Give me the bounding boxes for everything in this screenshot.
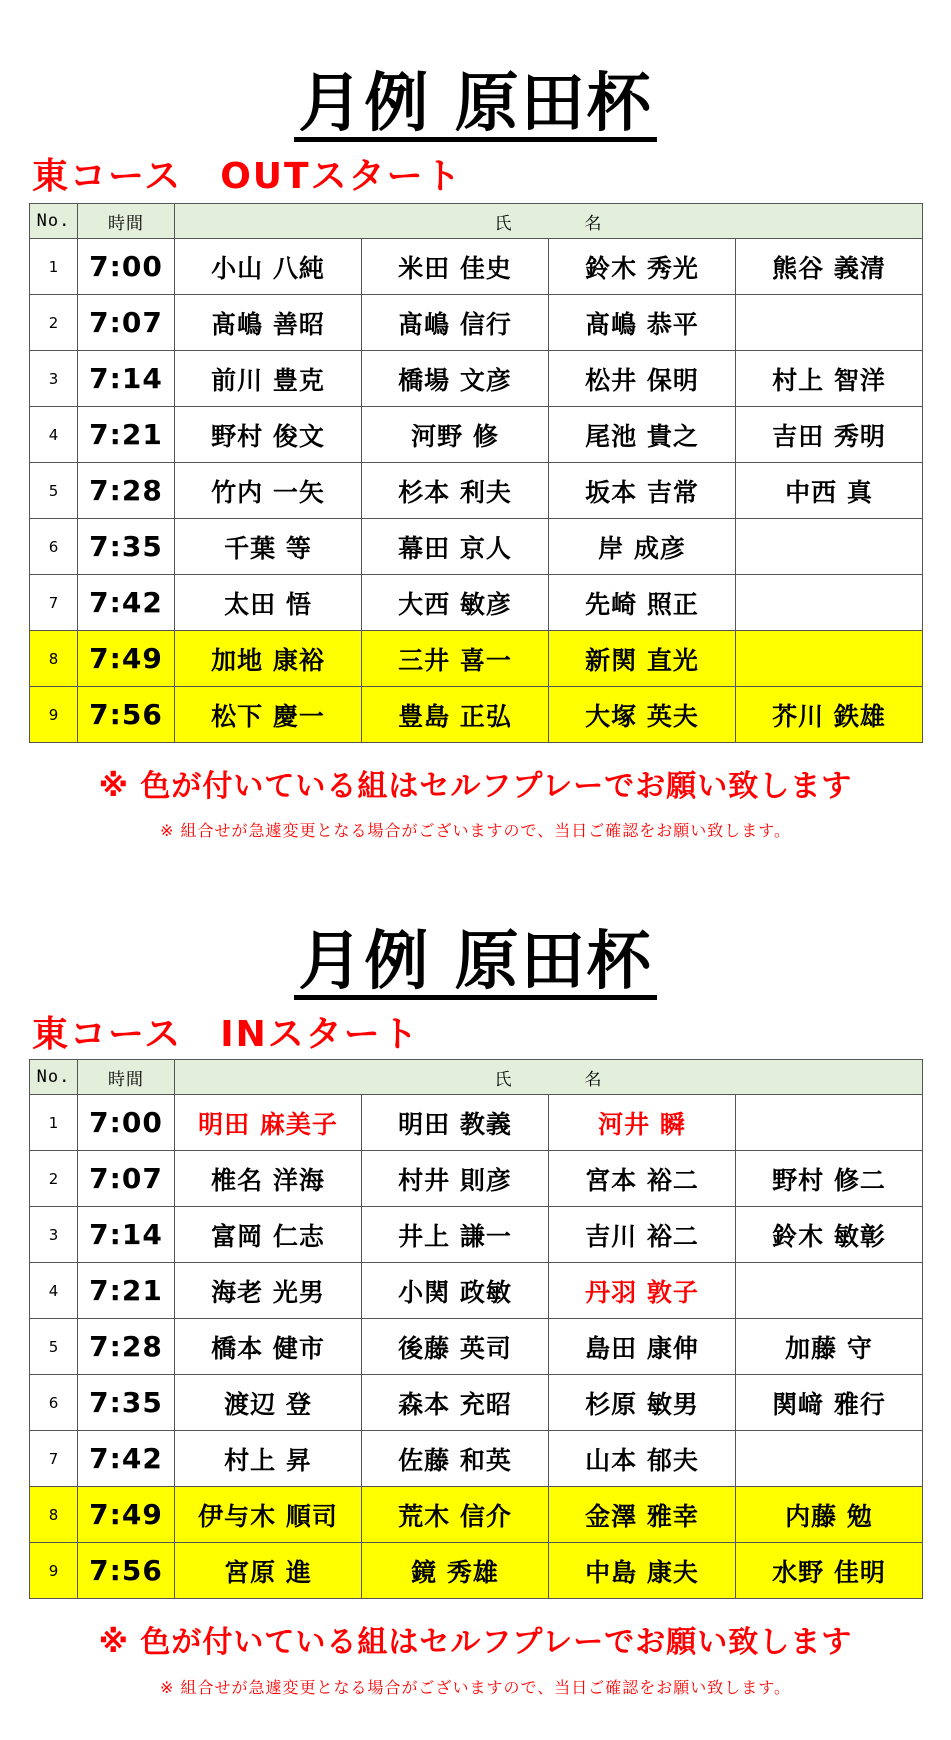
tee-time: 7:28 [78, 463, 175, 519]
player-name: 水野 佳明 [736, 1543, 923, 1599]
group-number: 9 [30, 687, 78, 743]
group-number: 3 [30, 1207, 78, 1263]
tee-time: 7:21 [78, 1263, 175, 1319]
tee-time: 7:35 [78, 1375, 175, 1431]
player-name: 金澤 雅幸 [549, 1487, 736, 1543]
group-number: 1 [30, 239, 78, 295]
tee-time: 7:21 [78, 407, 175, 463]
player-name: 鈴木 秀光 [549, 239, 736, 295]
table-row [30, 1263, 923, 1319]
player-name: 橋場 文彦 [362, 351, 549, 407]
player-name: 熊谷 義清 [736, 239, 923, 295]
player-name: 髙嶋 信行 [362, 295, 549, 351]
player-name: 佐藤 和英 [362, 1431, 549, 1487]
group-number: 3 [30, 351, 78, 407]
player-name: 村井 則彦 [362, 1151, 549, 1207]
player-name: 山本 郁夫 [549, 1431, 736, 1487]
player-name: 鏡 秀雄 [362, 1543, 549, 1599]
player-name: 幕田 京人 [362, 519, 549, 575]
player-name: 明田 麻美子 [175, 1095, 362, 1151]
table-row [30, 1207, 923, 1263]
group-number: 5 [30, 1319, 78, 1375]
tee-time: 7:14 [78, 1207, 175, 1263]
player-name: 明田 教義 [362, 1095, 549, 1151]
tee-time: 7:35 [78, 519, 175, 575]
player-name: 野村 俊文 [175, 407, 362, 463]
player-name: 伊与木 順司 [175, 1487, 362, 1543]
course-heading: 東コース OUTスタート [32, 156, 463, 197]
table-row [30, 687, 923, 743]
table-row [30, 407, 923, 463]
table-header [30, 204, 923, 239]
group-number: 8 [30, 631, 78, 687]
player-name: 渡辺 登 [175, 1375, 362, 1431]
player-name: 宮原 進 [175, 1543, 362, 1599]
group-number: 6 [30, 1375, 78, 1431]
player-name: 豊島 正弘 [362, 687, 549, 743]
tee-time: 7:56 [78, 1543, 175, 1599]
tee-time-table [29, 1059, 923, 1599]
player-name: 太田 悟 [175, 575, 362, 631]
player-name: 富岡 仁志 [175, 1207, 362, 1263]
player-name: 前川 豊克 [175, 351, 362, 407]
player-name: 竹内 一矢 [175, 463, 362, 519]
group-number: 7 [30, 1431, 78, 1487]
group-number: 7 [30, 575, 78, 631]
header-time: 時間 [78, 204, 175, 239]
header-no: No. [30, 1060, 78, 1095]
tee-time: 7:56 [78, 687, 175, 743]
player-name [736, 1263, 923, 1319]
page-title: 月例 原田杯 [0, 66, 951, 142]
player-name [736, 631, 923, 687]
self-play-notice: ※ 色が付いている組はセルフプレーでお願い致します [98, 1625, 853, 1660]
player-name [736, 295, 923, 351]
table-row [30, 1319, 923, 1375]
player-name: 橋本 健市 [175, 1319, 362, 1375]
player-name: 大塚 英夫 [549, 687, 736, 743]
tee-time: 7:28 [78, 1319, 175, 1375]
header-name: 氏 名 [175, 204, 923, 239]
change-note: ※ 組合せが急遽変更となる場合がございますので、当日ご確認をお願い致します。 [160, 821, 791, 840]
group-number: 2 [30, 1151, 78, 1207]
player-name: 三井 喜一 [362, 631, 549, 687]
player-name: 海老 光男 [175, 1263, 362, 1319]
player-name: 松井 保明 [549, 351, 736, 407]
tee-time: 7:49 [78, 1487, 175, 1543]
table-row [30, 1375, 923, 1431]
tee-time-table [29, 203, 923, 743]
group-number: 2 [30, 295, 78, 351]
table-row [30, 631, 923, 687]
player-name [736, 1431, 923, 1487]
course-heading: 東コース INスタート [32, 1014, 420, 1055]
player-name: 尾池 貴之 [549, 407, 736, 463]
player-name: 大西 敏彦 [362, 575, 549, 631]
player-name: 先崎 照正 [549, 575, 736, 631]
table-row [30, 1151, 923, 1207]
table-row [30, 1487, 923, 1543]
player-name: 野村 修二 [736, 1151, 923, 1207]
player-name: 中西 真 [736, 463, 923, 519]
player-name [736, 519, 923, 575]
group-number: 1 [30, 1095, 78, 1151]
player-name: 河井 瞬 [549, 1095, 736, 1151]
tee-time: 7:14 [78, 351, 175, 407]
player-name: 新関 直光 [549, 631, 736, 687]
table-row [30, 295, 923, 351]
group-number: 4 [30, 1263, 78, 1319]
player-name: 村上 昇 [175, 1431, 362, 1487]
group-number: 8 [30, 1487, 78, 1543]
page-title: 月例 原田杯 [0, 924, 951, 1000]
player-name: 村上 智洋 [736, 351, 923, 407]
player-name: 髙嶋 恭平 [549, 295, 736, 351]
tee-time: 7:42 [78, 575, 175, 631]
table-row [30, 239, 923, 295]
header-time: 時間 [78, 1060, 175, 1095]
player-name: 河野 修 [362, 407, 549, 463]
player-name: 森本 充昭 [362, 1375, 549, 1431]
table-row [30, 1431, 923, 1487]
tee-time: 7:07 [78, 1151, 175, 1207]
player-name: 関﨑 雅行 [736, 1375, 923, 1431]
header-no: No. [30, 204, 78, 239]
player-name: 千葉 等 [175, 519, 362, 575]
tee-time: 7:42 [78, 1431, 175, 1487]
player-name: 後藤 英司 [362, 1319, 549, 1375]
player-name: 荒木 信介 [362, 1487, 549, 1543]
player-name: 椎名 洋海 [175, 1151, 362, 1207]
table-row [30, 1543, 923, 1599]
player-name: 丹羽 敦子 [549, 1263, 736, 1319]
group-number: 6 [30, 519, 78, 575]
player-name: 内藤 勉 [736, 1487, 923, 1543]
player-name: 杉本 利夫 [362, 463, 549, 519]
player-name: 髙嶋 善昭 [175, 295, 362, 351]
self-play-notice: ※ 色が付いている組はセルフプレーでお願い致します [98, 769, 853, 804]
group-number: 9 [30, 1543, 78, 1599]
player-name: 井上 謙一 [362, 1207, 549, 1263]
player-name: 坂本 吉常 [549, 463, 736, 519]
table-row [30, 351, 923, 407]
table-row [30, 463, 923, 519]
player-name: 杉原 敏男 [549, 1375, 736, 1431]
player-name: 岸 成彦 [549, 519, 736, 575]
player-name: 島田 康伸 [549, 1319, 736, 1375]
table-row [30, 1095, 923, 1151]
tee-time: 7:07 [78, 295, 175, 351]
group-number: 5 [30, 463, 78, 519]
player-name: 鈴木 敏彰 [736, 1207, 923, 1263]
player-name: 米田 佳史 [362, 239, 549, 295]
group-number: 4 [30, 407, 78, 463]
player-name [736, 1095, 923, 1151]
player-name: 小関 政敏 [362, 1263, 549, 1319]
tee-time: 7:00 [78, 239, 175, 295]
player-name: 加地 康裕 [175, 631, 362, 687]
player-name: 吉田 秀明 [736, 407, 923, 463]
player-name: 中島 康夫 [549, 1543, 736, 1599]
player-name: 吉川 裕二 [549, 1207, 736, 1263]
player-name: 宮本 裕二 [549, 1151, 736, 1207]
player-name: 松下 慶一 [175, 687, 362, 743]
tee-time: 7:49 [78, 631, 175, 687]
player-name: 芥川 鉄雄 [736, 687, 923, 743]
change-note: ※ 組合せが急遽変更となる場合がございますので、当日ご確認をお願い致します。 [160, 1678, 791, 1697]
table-row [30, 519, 923, 575]
player-name: 加藤 守 [736, 1319, 923, 1375]
header-name: 氏 名 [175, 1060, 923, 1095]
player-name: 小山 八純 [175, 239, 362, 295]
tee-time: 7:00 [78, 1095, 175, 1151]
player-name [736, 575, 923, 631]
table-header [30, 1060, 923, 1095]
table-row [30, 575, 923, 631]
